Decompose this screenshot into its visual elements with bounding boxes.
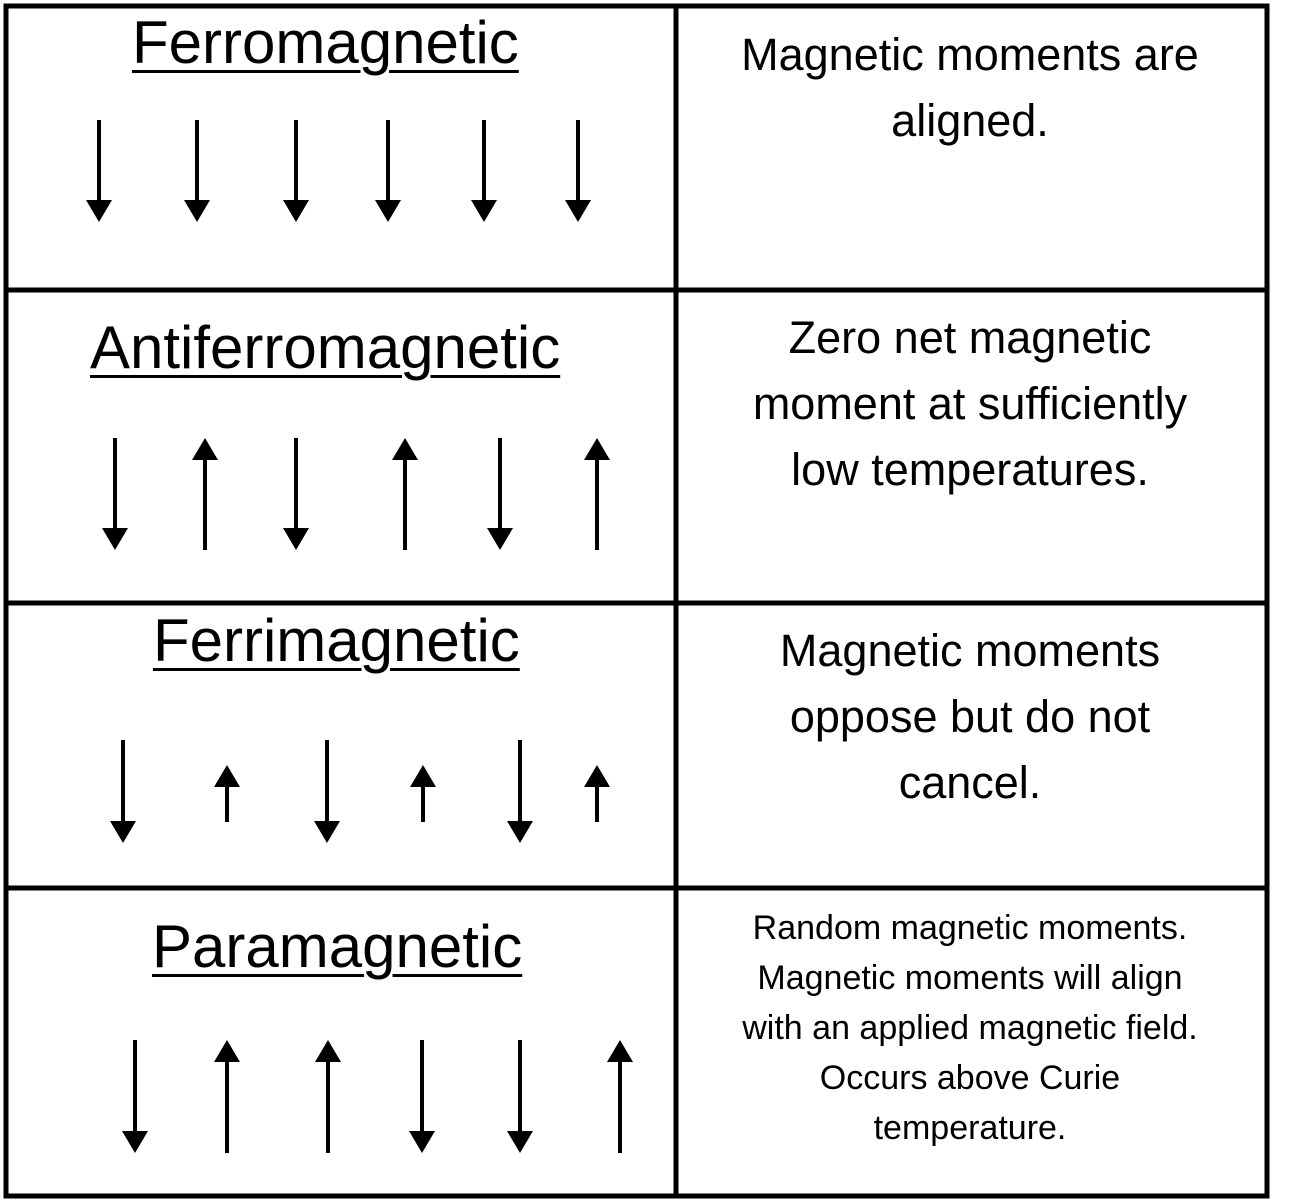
spin-arrow-down [184,120,210,222]
spin-arrow-down [507,1040,533,1153]
spin-arrow-up [584,438,610,550]
spin-arrow-down [487,438,513,550]
spin-arrow-down [507,740,533,843]
spin-arrow-up [214,765,240,822]
spin-arrow-down [283,120,309,222]
row-title-antiferromagnetic: Antiferromagnetic [90,314,561,381]
spin-arrow-up [584,765,610,822]
row-description-ferromagnetic: Magnetic moments are aligned. [741,29,1199,146]
spin-arrow-down [409,1040,435,1153]
spin-arrow-down [375,120,401,222]
spin-arrow-down [471,120,497,222]
row-description-antiferromagnetic: Zero net magnetic moment at sufficiently low temperatures. [752,312,1188,495]
row-title-ferromagnetic: Ferromagnetic [132,9,519,76]
spin-arrow-down [314,740,340,843]
row-title-paramagnetic: Paramagnetic [152,913,523,980]
spin-arrow-up [410,765,436,822]
row-description-ferrimagnetic: Magnetic moments oppose but do not cancel. [779,625,1161,808]
spin-arrow-down [110,740,136,843]
spin-arrow-up [607,1040,633,1153]
spin-arrow-up [192,438,218,550]
row-description-paramagnetic: Random magnetic moments. Magnetic moments will align with an applied magnetic field. Occurs above Curie temperature. [742,909,1198,1147]
spin-arrow-down [565,120,591,222]
spin-arrow-down [122,1040,148,1153]
row-title-ferrimagnetic: Ferrimagnetic [153,607,520,674]
spin-arrow-down [102,438,128,550]
spin-arrow-up [392,438,418,550]
spin-arrow-up [315,1040,341,1153]
spin-arrow-down [86,120,112,222]
spin-arrow-up [214,1040,240,1153]
spin-arrow-down [283,438,309,550]
